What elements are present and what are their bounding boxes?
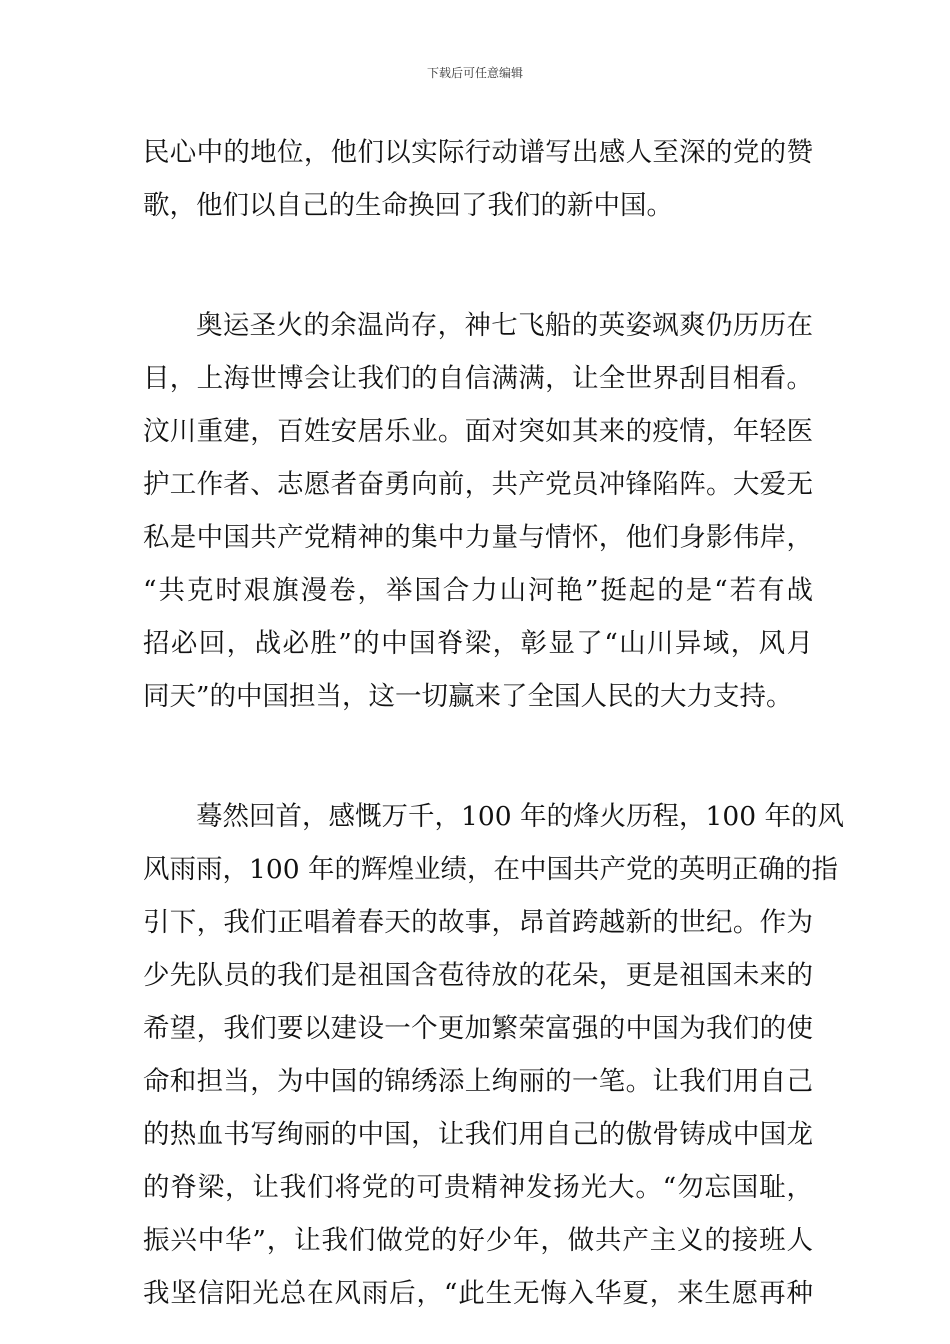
text-line: 奥运圣火的余温尚存，神七飞船的英姿飒爽仍历历在: [196, 310, 813, 341]
text-line: 招必回，战必胜”的中国脊梁，彰显了“山川异域，风月: [143, 628, 813, 659]
text-line: 目，上海世博会让我们的自信满满，让全世界刮目相看。: [143, 363, 813, 394]
text-line: 的脊梁，让我们将党的可贵精神发扬光大。“勿忘国耻，: [143, 1172, 813, 1203]
paragraph: [143, 299, 813, 723]
document-body: [143, 126, 845, 1320]
text-line: 希望，我们要以建设一个更加繁荣富强的中国为我们的使: [143, 1013, 813, 1044]
paragraph: [143, 790, 845, 1320]
text-line: 同天”的中国担当，这一切赢来了全国人民的大力支持。: [143, 681, 793, 712]
text-line: 命和担当，为中国的锦绣添上绚丽的一笔。让我们用自己: [143, 1066, 813, 1097]
text-line: 风雨雨，100 年的辉煌业绩，在中国共产党的英明正确的指: [143, 854, 839, 885]
text-line: 歌，他们以自己的生命换回了我们的新中国。: [143, 190, 673, 221]
paragraph-gap: [143, 232, 813, 299]
text-line: 的热血书写绚丽的中国，让我们用自己的傲骨铸成中国龙: [143, 1119, 813, 1150]
paragraph: [143, 126, 813, 232]
text-line: 汶川重建，百姓安居乐业。面对突如其来的疫情，年轻医: [143, 416, 813, 447]
paragraph-gap: [143, 723, 813, 790]
text-line: 少先队员的我们是祖国含苞待放的花朵，更是祖国未来的: [143, 960, 813, 991]
text-line: “共克时艰旗漫卷，举国合力山河艳”挺起的是“若有战: [143, 575, 813, 606]
text-line: 护工作者、志愿者奋勇向前，共产党员冲锋陷阵。大爱无: [143, 469, 813, 500]
text-line: 民心中的地位，他们以实际行动谱写出感人至深的党的赞: [143, 137, 813, 168]
text-line: 私是中国共产党精神的集中力量与情怀，他们身影伟岸，: [143, 522, 813, 553]
text-line: 我坚信阳光总在风雨后，“此生无悔入华夏，来生愿再种: [143, 1278, 813, 1309]
text-line: 振兴中华”，让我们做党的好少年，做共产主义的接班人: [143, 1225, 813, 1256]
text-line: 引下，我们正唱着春天的故事，昂首跨越新的世纪。作为: [143, 907, 813, 938]
text-line: 蓦然回首，感慨万千，100 年的烽火历程，100 年的风: [196, 801, 845, 832]
page-header: 下载后可任意编辑: [426, 66, 523, 80]
